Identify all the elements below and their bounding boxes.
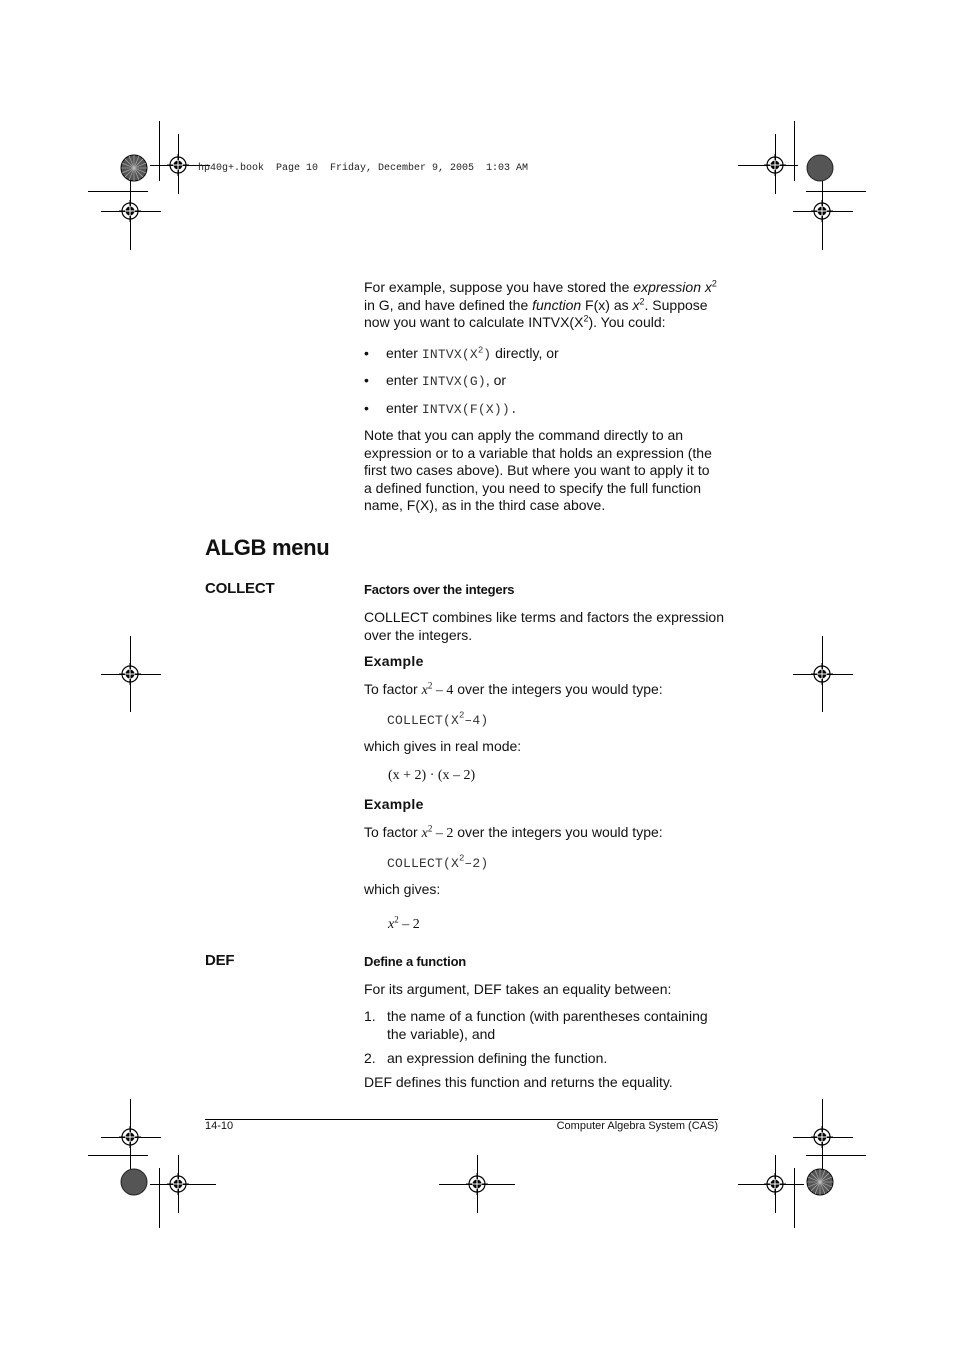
footer-chapter: Computer Algebra System (CAS) — [556, 1120, 718, 1132]
example-2-gives: which gives: — [364, 881, 441, 897]
starburst-mark — [807, 1169, 833, 1195]
collect-description: COLLECT combines like terms and factors the expression over the integers. — [364, 609, 725, 643]
def-intro: For its argument, DEF takes an equality between: — [364, 981, 672, 997]
gray-dot-mark — [807, 155, 833, 181]
example-2-code: $COLLECT(X^2-2)$ — [387, 853, 489, 871]
starburst-mark — [121, 155, 147, 181]
gray-dot-mark — [121, 1169, 147, 1195]
example-2-instruction: To factor $x^2 - 2$ over the integers you would type: — [364, 823, 663, 841]
example-label: Example — [364, 653, 424, 669]
example-2-result: $x^2 - 2$ — [388, 914, 420, 932]
command-name-def: DEF — [205, 952, 235, 969]
section-title: ALGB menu — [205, 535, 330, 560]
def-closing: DEF defines this function and returns the equality. — [364, 1074, 673, 1090]
example-1-result: (x + 2) · (x – 2) — [388, 768, 476, 783]
command-name-collect: COLLECT — [205, 580, 275, 597]
example-label: Example — [364, 796, 424, 812]
collect-subtitle: Factors over the integers — [364, 582, 515, 597]
intro-paragraph: For example, suppose you have stored the expression $x^2$ in G, and have defined the function F(x) as $x^2$. Suppose now you want to calculate $INTVX(X^2)$. You could: — [364, 278, 717, 330]
note-paragraph: Note that you can apply the command directly to an expression or to a variable that holds an expression (the first two cases above). But where you want to apply it to a defined function, you need to specify the full function name, F(X), as in the third case above. — [364, 427, 712, 513]
def-subtitle: Define a function — [364, 954, 467, 969]
page-number: 14-10 — [205, 1120, 234, 1132]
example-1-code: $COLLECT(X^2-4)$ — [387, 710, 489, 728]
example-1-instruction: To factor $x^2 - 4$ over the integers you would type: — [364, 680, 663, 698]
print-slug: hp40g+.book Page 10 Friday, December 9, 2005 1:03 AM — [198, 163, 529, 174]
example-1-gives: which gives in real mode: — [364, 738, 522, 754]
